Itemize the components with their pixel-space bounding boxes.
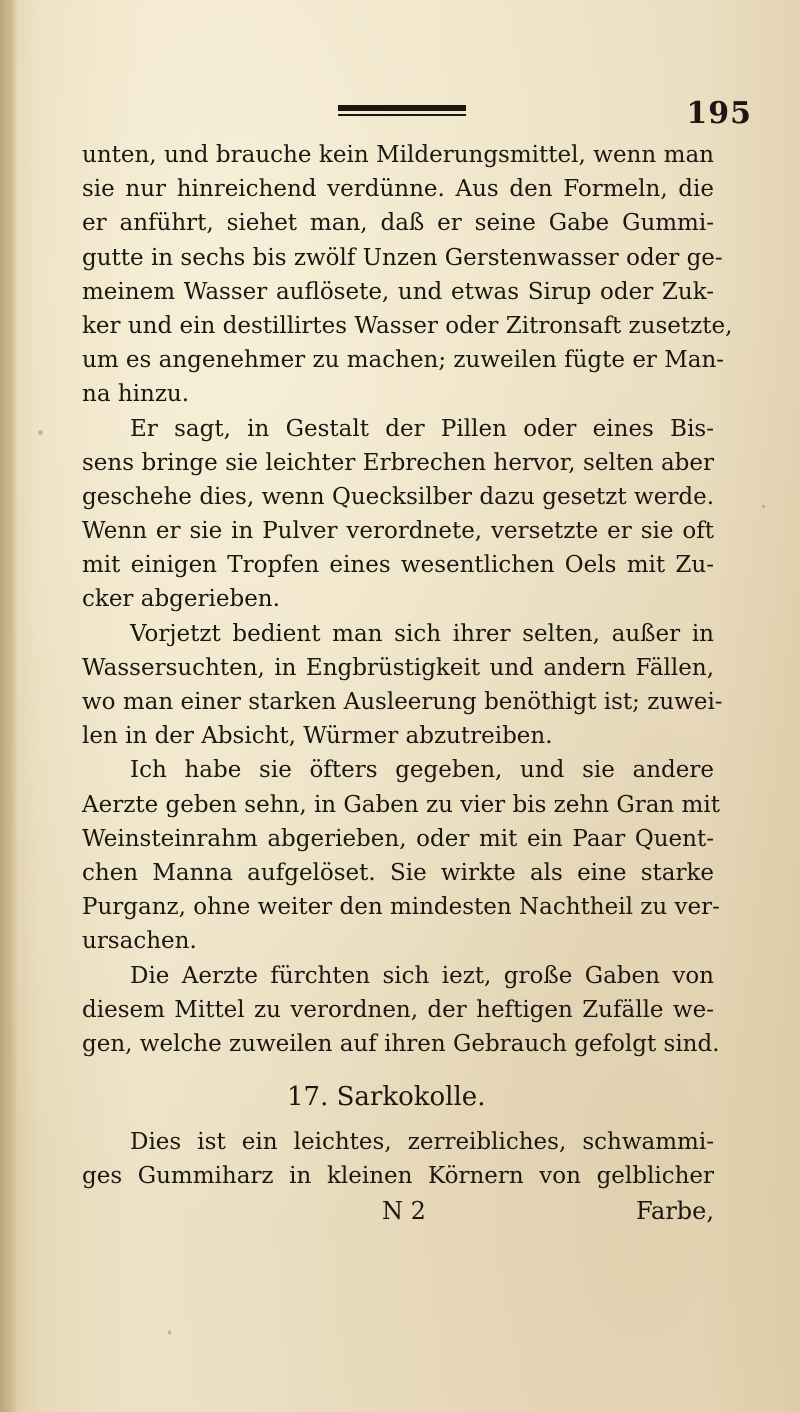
paper-fleck xyxy=(762,505,765,508)
text-line: na hinzu. xyxy=(82,381,190,408)
text-line: Aerzte geben sehn, in Gaben zu vier bis zehn Gran mit xyxy=(82,791,720,818)
text-line: wo man einer starken Ausleerung benöthigt ist; zuwei- xyxy=(82,689,723,715)
text-line: meinem Wasser auflösete, und etwas Sirup oder Zuk- xyxy=(82,278,714,305)
text-line: unten, und brauche kein Milderungsmittel, wenn man xyxy=(82,142,714,168)
text-line: Purganz, ohne weiter den mindesten Nachtheil zu ver- xyxy=(82,894,720,921)
text-line: sie nur hinreichend verdünne. Aus den Formeln, die xyxy=(82,176,714,203)
ornament-rule xyxy=(338,105,466,119)
text-line: sens bringe sie leichter Erbrechen hervor, selten aber xyxy=(82,449,714,476)
ornament-rule-thin xyxy=(338,114,466,116)
text-line: Wenn er sie in Pulver verordnete, versetzte er sie oft xyxy=(82,518,714,545)
text-line: diesem Mittel zu verordnen, der heftigen Zufälle we- xyxy=(82,996,714,1023)
text-line: ges Gummiharz in kleinen Körnern von gelblicher xyxy=(82,1163,714,1190)
text-line: chen Manna aufgelöset. Sie wirkte als eine starke xyxy=(82,859,714,886)
text-line: er anführt, siehet man, daß er seine Gabe Gummi- xyxy=(82,210,714,237)
text-line: um es angenehmer zu machen; zuweilen fügte er Man- xyxy=(82,347,725,374)
page-gutter-shadow xyxy=(0,0,18,1412)
text-block xyxy=(82,138,733,1229)
text-line: geschehe dies, wenn Quecksilber dazu gesetzt werde. xyxy=(82,483,714,510)
text-line: cker abgerieben. xyxy=(82,586,280,613)
signature-mark: N 2 xyxy=(382,1197,426,1226)
text-line: ursachen. xyxy=(82,928,197,955)
text-line: len in der Absicht, Würmer abzutreiben. xyxy=(82,723,553,750)
page-number: 195 xyxy=(686,96,752,131)
paper-fleck xyxy=(38,430,43,435)
paper-fleck xyxy=(168,1330,171,1335)
ornament-rule-thick xyxy=(338,105,466,111)
text-line: ker und ein destillirtes Wasser oder Zitronsaft zusetzte, xyxy=(82,312,733,339)
paragraph-start: Vorjetzt bedient man sich ihrer selten, außer in xyxy=(130,620,714,647)
paragraph-start: Dies ist ein leichtes, zerreibliches, schwammi- xyxy=(130,1129,714,1156)
page-footer xyxy=(82,1193,714,1229)
text-line: Wassersuchten, in Engbrüstigkeit und andern Fällen, xyxy=(82,654,714,681)
text-line: gutte in sechs bis zwölf Unzen Gerstenwasser oder ge- xyxy=(82,244,723,271)
paragraph-start: Er sagt, in Gestalt der Pillen oder eines Bis- xyxy=(130,415,714,442)
paragraph-start: Ich habe sie öfters gegeben, und sie andere xyxy=(130,757,714,784)
section-heading: 17. Sarkokolle. xyxy=(287,1082,486,1113)
running-head xyxy=(0,96,800,132)
catchword: Farbe, xyxy=(636,1197,714,1226)
text-line: Weinsteinrahm abgerieben, oder mit ein Paar Quent- xyxy=(82,825,714,852)
text-line: gen, welche zuweilen auf ihren Gebrauch gefolgt sind. xyxy=(82,1030,720,1057)
text-line: mit einigen Tropfen eines wesentlichen Oels mit Zu- xyxy=(82,552,714,579)
paragraph-start: Die Aerzte fürchten sich iezt, große Gaben von xyxy=(130,962,714,989)
paper-fleck xyxy=(320,1005,323,1008)
